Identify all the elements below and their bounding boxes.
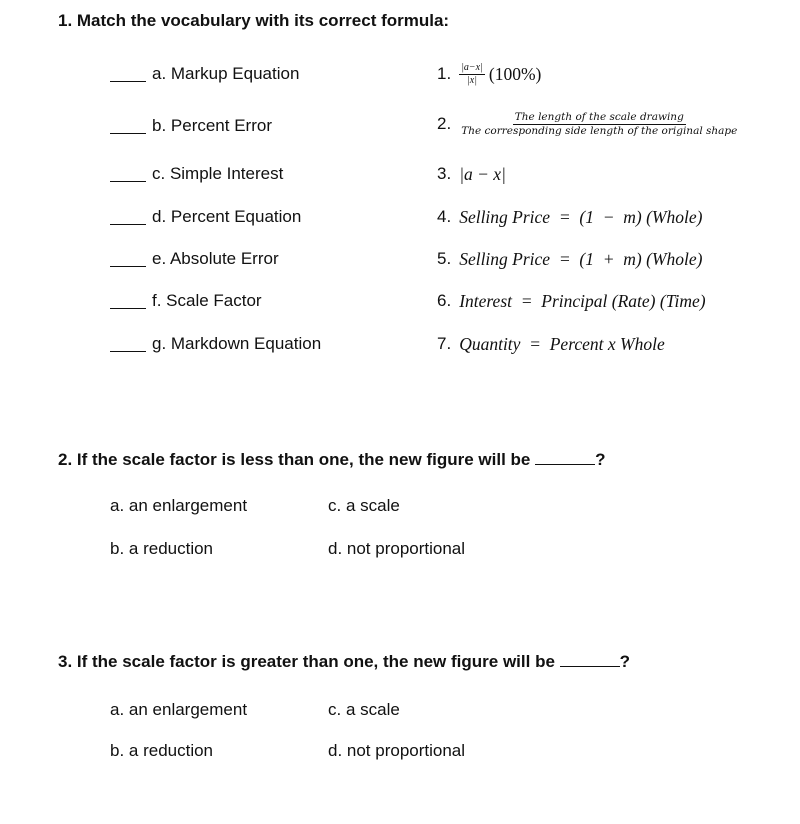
q2-option-d[interactable]: d. not proportional bbox=[328, 539, 466, 558]
q2-option-b[interactable]: b. a reduction bbox=[110, 539, 214, 558]
formula-3 bbox=[437, 162, 506, 186]
question-mark: ? bbox=[619, 652, 631, 671]
q3-option-b[interactable]: b. a reduction bbox=[110, 741, 214, 760]
question-text: 2. If the scale factor is less than one, the new figure will be bbox=[58, 450, 536, 469]
answer-blank[interactable] bbox=[110, 252, 146, 267]
scale-factor-fraction bbox=[459, 111, 739, 136]
vocab-label: g. Markdown Equation bbox=[152, 334, 322, 353]
question-mark: ? bbox=[595, 450, 606, 469]
formula-text: Selling Price = (1 + m) (Whole) bbox=[459, 248, 703, 269]
vocab-item-e bbox=[110, 247, 279, 271]
vocab-item-g bbox=[110, 332, 321, 356]
answer-blank[interactable] bbox=[110, 67, 146, 82]
percent-error-fraction bbox=[459, 62, 485, 86]
vocab-item-b bbox=[110, 114, 272, 138]
formula-number: 5. bbox=[437, 249, 452, 268]
formula-number: 3. bbox=[437, 164, 452, 183]
question-text: 3. If the scale factor is greater than one, the new figure will be bbox=[58, 652, 560, 671]
vocab-label: b. Percent Error bbox=[152, 116, 272, 135]
formula-number: 1. bbox=[437, 64, 452, 83]
formula-text: Quantity = Percent x Whole bbox=[459, 333, 665, 354]
fraction-denominator: The corresponding side length of the original shape bbox=[461, 124, 738, 137]
answer-blank[interactable] bbox=[110, 294, 146, 309]
fraction-numerator: The length of the scale drawing bbox=[514, 111, 684, 124]
vocab-item-c bbox=[110, 162, 283, 186]
answer-blank[interactable] bbox=[110, 210, 146, 225]
answer-blank[interactable] bbox=[110, 167, 146, 182]
answer-blank[interactable] bbox=[560, 652, 620, 667]
q3-option-a[interactable]: a. an enlargement bbox=[110, 700, 248, 719]
vocab-label: d. Percent Equation bbox=[152, 207, 302, 226]
formula-text: Selling Price = (1 − m) (Whole) bbox=[459, 206, 703, 227]
vocab-label: e. Absolute Error bbox=[152, 249, 279, 268]
q2-option-a[interactable]: a. an enlargement bbox=[110, 496, 248, 515]
formula-5 bbox=[437, 247, 702, 271]
formula-text: Interest = Principal (Rate) (Time) bbox=[459, 290, 706, 311]
vocab-label: f. Scale Factor bbox=[152, 291, 262, 310]
q3-option-d[interactable]: d. not proportional bbox=[328, 741, 466, 760]
vocab-item-a bbox=[110, 62, 299, 86]
fraction-denominator: |x| bbox=[467, 74, 477, 86]
formula-7 bbox=[437, 332, 665, 356]
vocab-item-f bbox=[110, 289, 262, 313]
q3-option-c[interactable]: c. a scale bbox=[328, 700, 400, 719]
answer-blank[interactable] bbox=[110, 119, 146, 134]
question-3-title bbox=[58, 652, 630, 672]
formula-number: 7. bbox=[437, 334, 452, 353]
formula-6 bbox=[437, 289, 706, 313]
formula-number: 4. bbox=[437, 207, 452, 226]
formula-number: 6. bbox=[437, 291, 452, 310]
vocab-item-d bbox=[110, 205, 301, 229]
formula-4 bbox=[437, 205, 702, 229]
q2-option-c[interactable]: c. a scale bbox=[328, 496, 400, 515]
formula-tail: (100%) bbox=[488, 63, 542, 84]
question-2-title bbox=[58, 450, 605, 470]
formula-1 bbox=[437, 62, 541, 86]
vocab-label: a. Markup Equation bbox=[152, 64, 300, 83]
formula-2 bbox=[437, 112, 743, 136]
formula-number: 2. bbox=[437, 114, 452, 133]
formula-text: |a − x| bbox=[459, 163, 506, 184]
answer-blank[interactable] bbox=[535, 450, 595, 465]
vocab-label: c. Simple Interest bbox=[152, 164, 284, 183]
fraction-numerator: |a−x| bbox=[461, 62, 483, 73]
question-1-title: 1. Match the vocabulary with its correct formula: bbox=[58, 11, 450, 30]
answer-blank[interactable] bbox=[110, 337, 146, 352]
